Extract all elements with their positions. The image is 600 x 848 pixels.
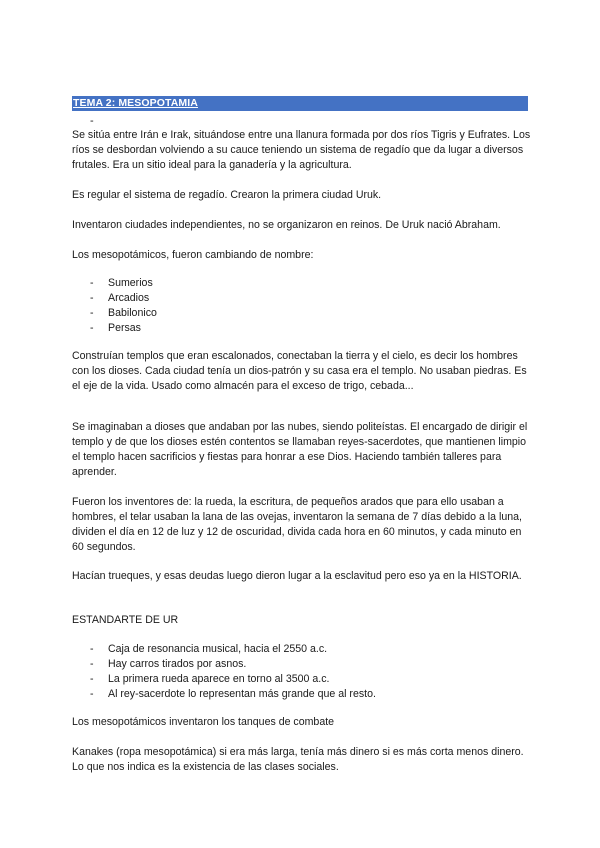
heading-estandarte: ESTANDARTE DE UR (72, 614, 179, 626)
list-item: - Caja de resonancia musical, hacia el 2550 a.c. (90, 643, 328, 655)
paragraph-nombres: Los mesopotámicos, fueron cambiando de nombre: (72, 249, 314, 261)
list-item: - Al rey-sacerdote lo representan más grande que al resto. (90, 687, 376, 700)
paragraph-tanques: Los mesopotámicos inventaron los tanques de combate (72, 716, 335, 728)
paragraph-dioses: Se imaginaban a dioses que andaban por las nubes, siendo politeístas. El encargado de dirigir el templo y de que los dioses estén contentos se llamaban reyes-sacerdotes, que mantienen limpio el templo hacen sacrificios y fiestas para honrar a ese Dios. Haciendo también talleres para aprender. (72, 421, 528, 478)
paragraph-templos: Construían templos que eran escalonados, conectaban la tierra y el cielo, es decir los hombres con los dioses. Cada ciudad tenía un dios-patrón y su casa era el templo. No usaban piedras. Es el eje de la vida. Usado como almacén para el exceso de trigo, cebada... (72, 350, 527, 392)
list-item: - Arcadios (90, 291, 150, 304)
list-item: - Hay carros tirados por asnos. (90, 657, 247, 670)
list-pueblos (72, 276, 532, 336)
paragraph-ciudades: Inventaron ciudades independientes, no se organizaron en reinos. De Uruk nació Abraham. (72, 219, 501, 231)
paragraph-kanakes: Kanakes (ropa mesopotámica) si era más larga, tenía más dinero si es más corta menos dinero. Lo que nos indica es la existencia de las clases sociales. (72, 746, 524, 773)
paragraph-regadio: Es regular el sistema de regadío. Crearon la primera ciudad Uruk. (72, 189, 382, 201)
paragraph-inventos: Fueron los inventores de: la rueda, la escritura, de pequeños arados que para ello usaban a hombres, el telar usaban la lana de las ovejas, inventaron la semana de 7 días debido a la luna, dividen el día en 12 de luz y 12 de oscuridad, divida cada hora en 60 minutos, y cada minuto en 60 segundos. (72, 496, 522, 553)
empty-list-dash: - (90, 115, 94, 127)
list-item: - Sumerios (90, 277, 153, 289)
paragraph-trueques: Hacían trueques, y esas deudas luego dieron lugar a la esclavitud pero eso ya en la HISTORIA. (72, 570, 522, 582)
document-title: TEMA 2: MESOPOTAMIA (73, 97, 198, 109)
paragraph-geografia: Se sitúa entre Irán e Irak, situándose entre una llanura formada por dos ríos Tigris y Eufrates. Los ríos se desbordan volviendo a su cauce teniendo un sistema de regadío que da lugar a diversos frutales. Era un sitio ideal para la ganadería y la agricultura. (72, 129, 531, 171)
list-item: - Persas (90, 321, 141, 334)
list-estandarte (72, 642, 532, 702)
list-item: - La primera rueda aparece en torno al 3500 a.c. (90, 672, 330, 685)
list-item: - Babilonico (90, 306, 157, 319)
